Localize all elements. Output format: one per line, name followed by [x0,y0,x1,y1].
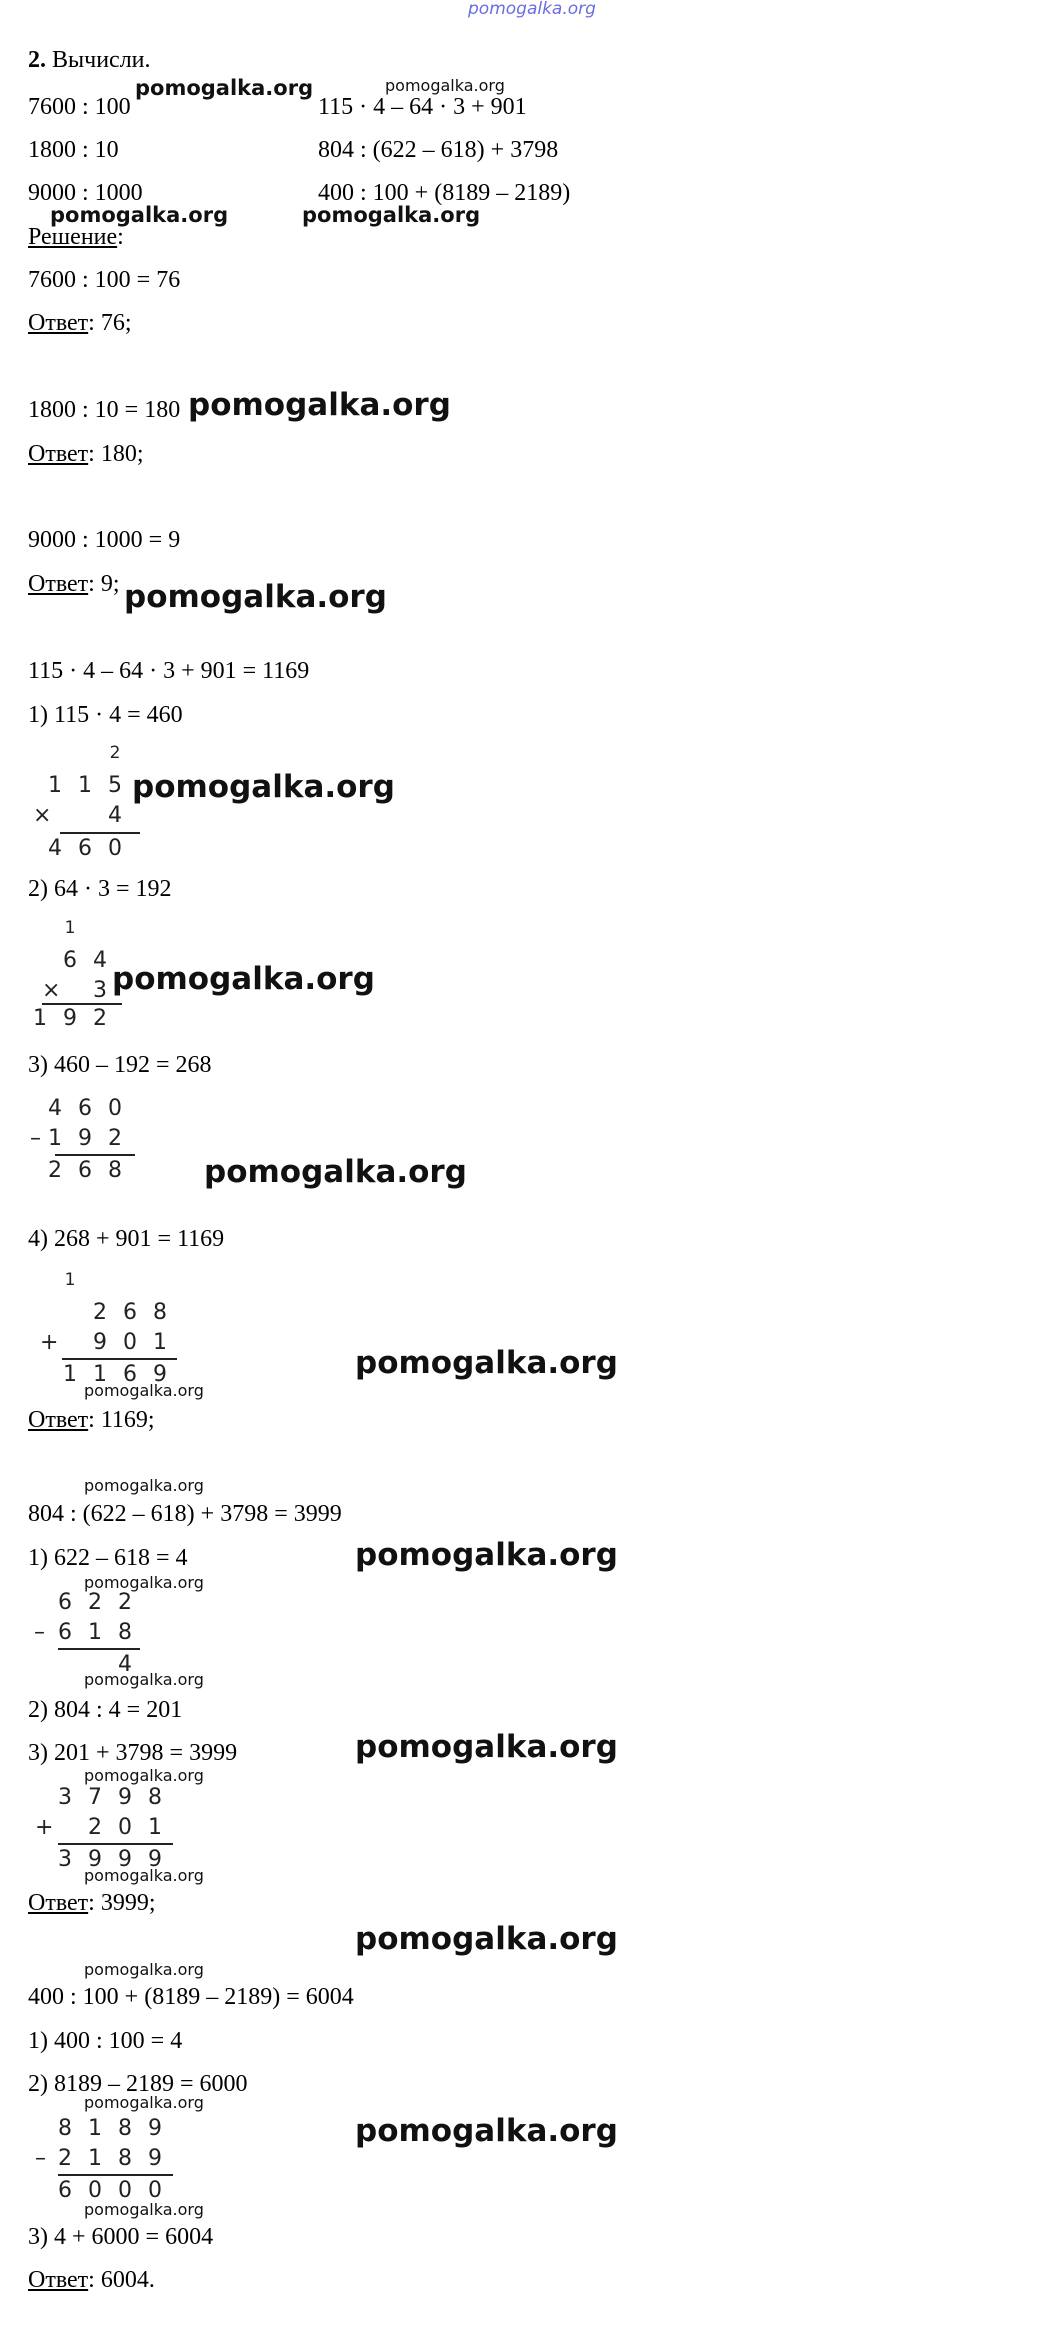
operand-digit: 4 [108,803,122,828]
result-digit: 1 [33,1006,47,1031]
operand-digit: 8 [118,2116,132,2141]
carry-digit: 1 [64,918,76,938]
result-line [58,1843,173,1845]
b5-step-3: 3) 201 + 3798 = 3999 [28,1740,238,1766]
operand-digit: 7 [88,1785,102,1810]
result-digit: 6 [123,1362,137,1387]
b5-step-1: 1) 622 – 618 = 4 [28,1545,188,1571]
result-digit: 3 [58,1847,72,1872]
operand-digit: 1 [153,1330,167,1355]
solution-label: Решение: [28,224,124,250]
result-digit: 2 [48,1158,62,1183]
watermark: pomogalka.org [84,2093,204,2112]
operator-sign: × [33,803,52,828]
operand-digit: 9 [148,2116,162,2141]
operand-digit: 6 [63,948,77,973]
b3-answer: Ответ: 9; [28,571,120,597]
operand-digit: 9 [93,1330,107,1355]
result-line [55,1154,135,1156]
operand-digit: 9 [78,1126,92,1151]
task-expr-right-1: 115 · 4 – 64 · 3 + 901 [318,94,527,120]
operand-digit: 4 [48,1096,62,1121]
result-digit: 6 [78,1158,92,1183]
watermark: pomogalka.org [84,1573,204,1592]
b1-answer: Ответ: 76; [28,310,132,336]
b4-step-2: 2) 64 · 3 = 192 [28,876,172,902]
watermark: pomogalka.org [188,387,451,423]
task-expr-left-2: 1800 : 10 [28,137,119,163]
operator-sign: + [35,1815,54,1840]
b6-expression: 400 : 100 + (8189 – 2189) = 6004 [28,1984,354,2010]
operand-digit: 4 [93,948,107,973]
watermark: pomogalka.org [50,203,229,227]
result-digit: 0 [108,836,122,861]
operand-digit: 8 [153,1300,167,1325]
b4-expression: 115 · 4 – 64 · 3 + 901 = 1169 [28,658,310,684]
result-digit: 4 [118,1652,132,1677]
operand-digit: 2 [88,1590,102,1615]
operand-digit: 6 [123,1300,137,1325]
watermark-top: pomogalka.org [468,0,596,19]
watermark: pomogalka.org [132,769,395,805]
operator-sign: – [35,2146,46,2171]
watermark: pomogalka.org [124,579,387,615]
result-digit: 0 [88,2178,102,2203]
task-title: Вычисли. [52,47,151,73]
result-digit: 9 [118,1847,132,1872]
operator-sign: × [42,978,61,1003]
result-digit: 9 [63,1006,77,1031]
b6-step-2: 2) 8189 – 2189 = 6000 [28,2071,248,2097]
b5-step-2: 2) 804 : 4 = 201 [28,1697,183,1723]
operand-digit: 8 [118,2146,132,2171]
b6-step-3: 3) 4 + 6000 = 6004 [28,2224,214,2250]
b6-answer: Ответ: 6004. [28,2267,155,2293]
watermark: pomogalka.org [84,1960,204,1979]
result-line [42,1003,122,1005]
operand-digit: 8 [118,1620,132,1645]
operand-digit: 9 [118,1785,132,1810]
operand-digit: 1 [148,1815,162,1840]
b4-step-1: 1) 115 · 4 = 460 [28,702,183,728]
operand-digit: 2 [108,1126,122,1151]
b3-expression: 9000 : 1000 = 9 [28,527,181,553]
operand-digit: 1 [88,2146,102,2171]
b2-expression: 1800 : 10 = 180 [28,397,181,423]
b5-answer: Ответ: 3999; [28,1890,156,1916]
task-expr-left-1: 7600 : 100 [28,94,131,120]
b5-expression: 804 : (622 – 618) + 3798 = 3999 [28,1501,342,1527]
result-digit: 9 [153,1362,167,1387]
operand-digit: 2 [93,1300,107,1325]
watermark: pomogalka.org [355,1345,618,1381]
result-digit: 0 [148,2178,162,2203]
operand-digit: 6 [58,1620,72,1645]
result-digit: 4 [48,836,62,861]
result-digit: 6 [58,2178,72,2203]
operand-digit: 9 [148,2146,162,2171]
task-expr-right-2: 804 : (622 – 618) + 3798 [318,137,559,163]
watermark: pomogalka.org [135,76,314,100]
b4-step-4: 4) 268 + 901 = 1169 [28,1226,225,1252]
b4-answer: Ответ: 1169; [28,1407,155,1433]
watermark: pomogalka.org [84,1381,204,1400]
result-line [58,2174,173,2176]
watermark: pomogalka.org [84,1476,204,1495]
operand-digit: 2 [58,2146,72,2171]
operator-sign: – [34,1620,45,1645]
operand-digit: 3 [93,978,107,1003]
task-expr-left-3: 9000 : 1000 [28,180,143,206]
operand-digit: 1 [78,773,92,798]
b6-step-1: 1) 400 : 100 = 4 [28,2028,183,2054]
watermark: pomogalka.org [84,1670,204,1689]
operand-digit: 0 [118,1815,132,1840]
operand-digit: 1 [88,2116,102,2141]
watermark: pomogalka.org [84,1866,204,1885]
watermark: pomogalka.org [204,1154,467,1190]
watermark: pomogalka.org [112,961,375,997]
b1-expression: 7600 : 100 = 76 [28,267,181,293]
operand-digit: 0 [108,1096,122,1121]
result-digit: 8 [108,1158,122,1183]
result-digit: 9 [88,1847,102,1872]
operand-digit: 6 [78,1096,92,1121]
operand-digit: 1 [88,1620,102,1645]
result-line [62,1358,177,1360]
operand-digit: 3 [58,1785,72,1810]
carry-digit: 2 [109,743,121,763]
result-digit: 2 [93,1006,107,1031]
operator-sign: – [30,1126,41,1151]
task-number: 2. [28,47,46,73]
b4-step-3: 3) 460 – 192 = 268 [28,1052,212,1078]
result-digit: 6 [78,836,92,861]
watermark: pomogalka.org [84,1766,204,1785]
operand-digit: 2 [118,1590,132,1615]
watermark: pomogalka.org [355,2113,618,2149]
result-line [60,832,140,834]
task-expr-right-3: 400 : 100 + (8189 – 2189) [318,180,571,206]
watermark: pomogalka.org [355,1921,618,1957]
operand-digit: 5 [108,773,122,798]
watermark: pomogalka.org [355,1729,618,1765]
operand-digit: 8 [58,2116,72,2141]
result-digit: 0 [118,2178,132,2203]
operand-digit: 8 [148,1785,162,1810]
watermark: pomogalka.org [302,203,481,227]
b2-answer: Ответ: 180; [28,441,144,467]
operand-digit: 2 [88,1815,102,1840]
operand-digit: 1 [48,773,62,798]
carry-digit: 1 [64,1270,76,1290]
operand-digit: 0 [123,1330,137,1355]
watermark: pomogalka.org [355,1537,618,1573]
watermark: pomogalka.org [385,76,505,95]
operand-digit: 1 [48,1126,62,1151]
task-header [28,48,151,72]
result-line [58,1648,140,1650]
watermark: pomogalka.org [84,2200,204,2219]
result-digit: 1 [63,1362,77,1387]
result-digit: 1 [93,1362,107,1387]
result-digit: 9 [148,1847,162,1872]
operand-digit: 6 [58,1590,72,1615]
operator-sign: + [40,1330,59,1355]
